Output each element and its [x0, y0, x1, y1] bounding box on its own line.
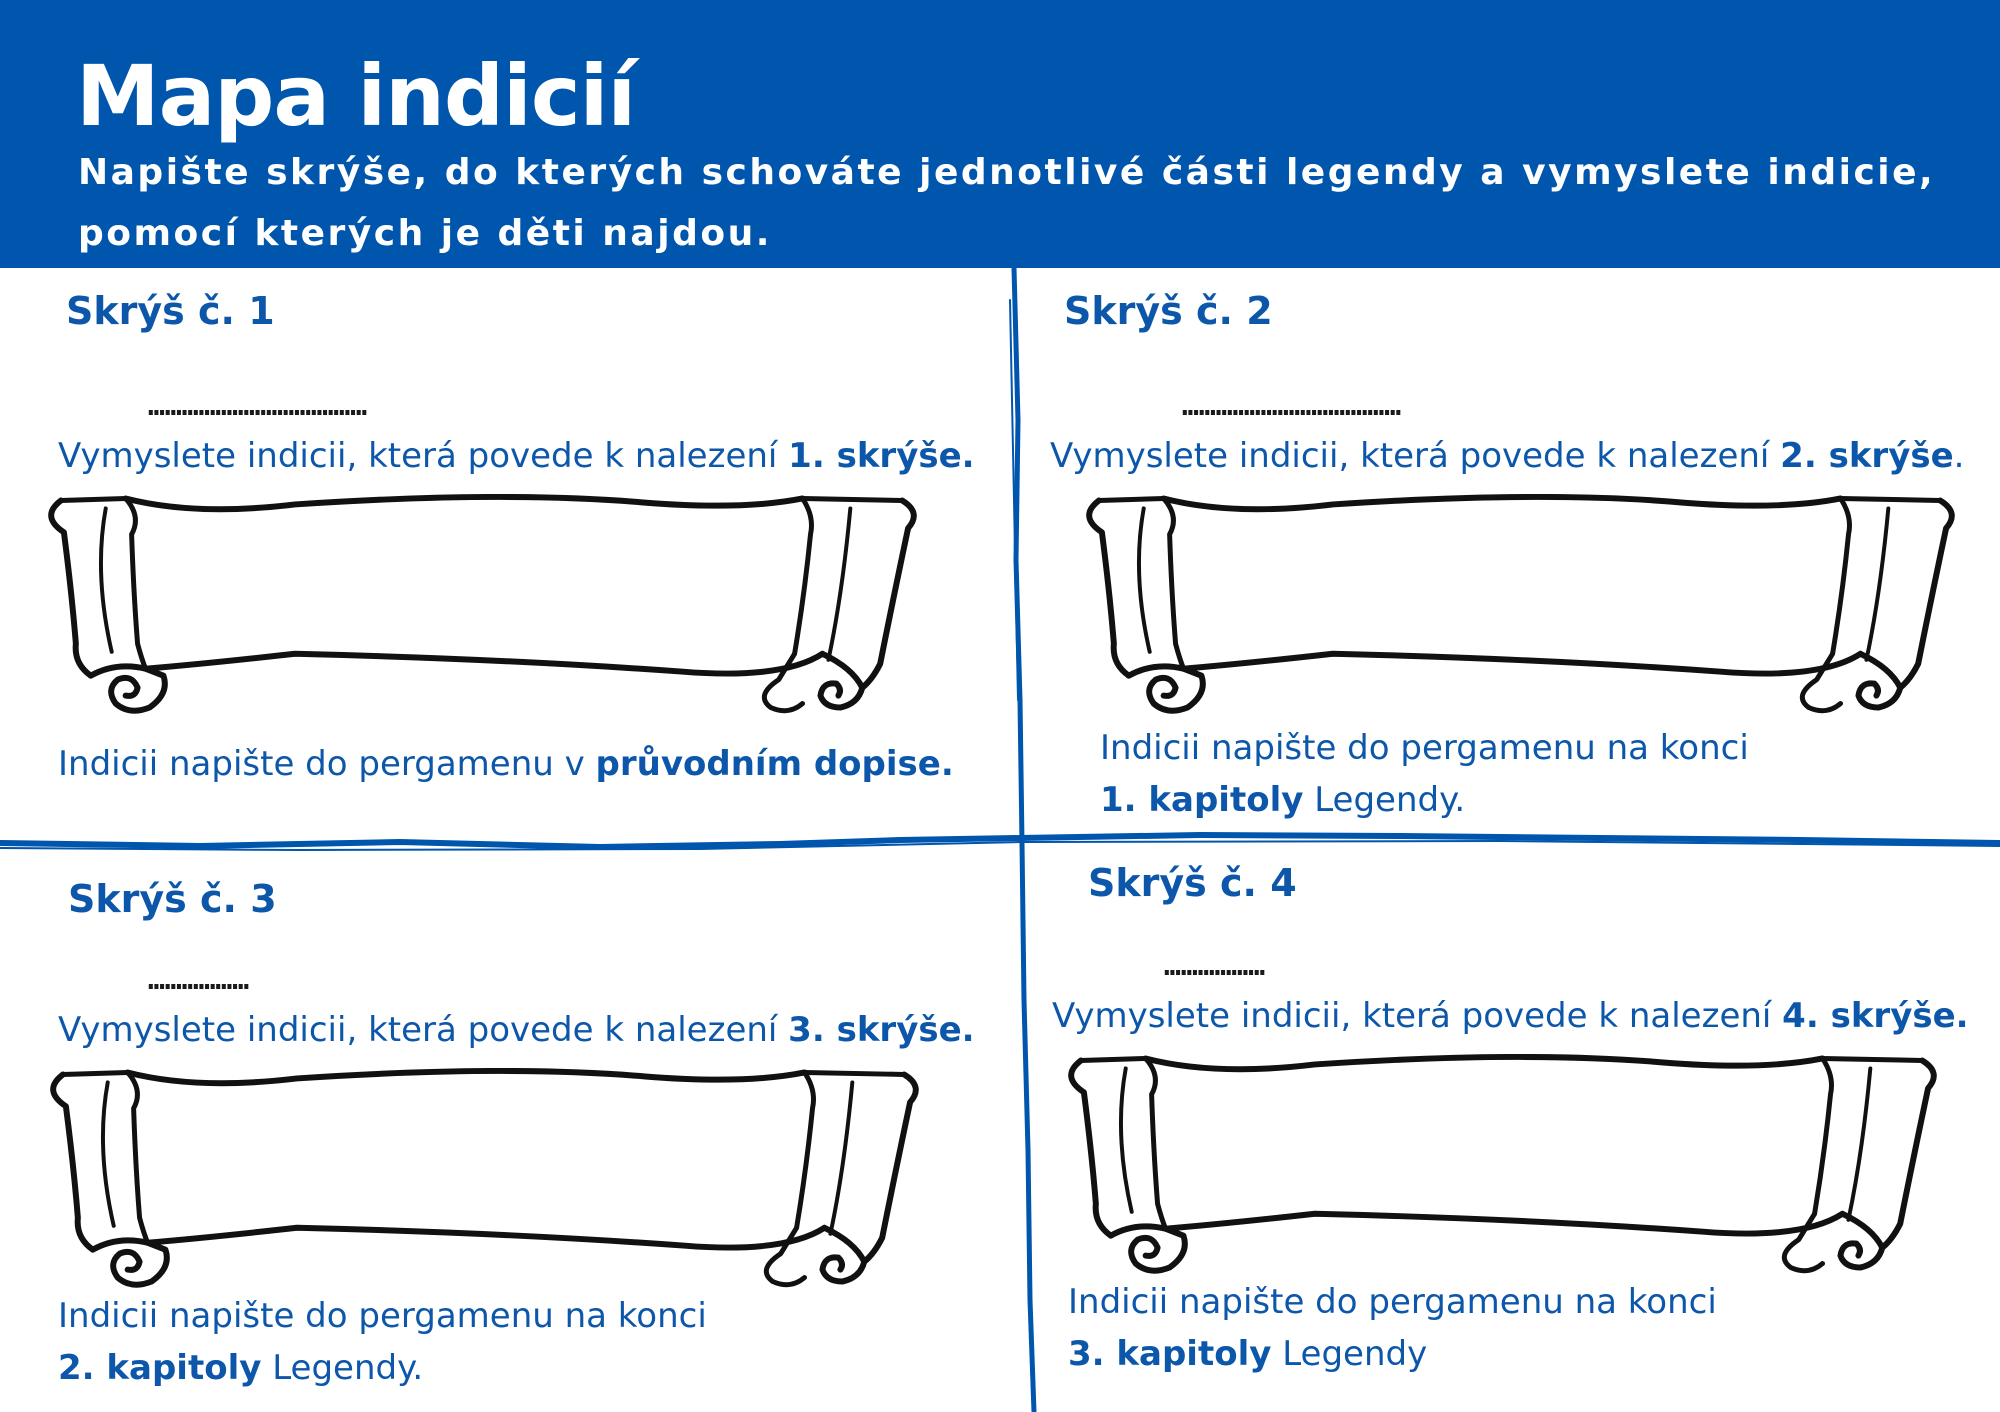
- placement-note-line: Indicii napište do pergamenu na konci: [1068, 1282, 1717, 1322]
- hideout-heading: Skrýš č. 1: [66, 289, 275, 333]
- hideout-name-blank[interactable]: ………………: [148, 970, 250, 990]
- placement-note-line: Indicii napište do pergamenu v průvodním dopise.: [58, 744, 954, 784]
- placement-note-line: 2. kapitoly Legendy.: [58, 1348, 424, 1388]
- parchment-scroll-icon[interactable]: [1066, 1054, 1942, 1274]
- placement-note-line: Indicii napište do pergamenu na konci: [58, 1296, 707, 1336]
- clue-prompt: Vymyslete indicii, která povede k nalezení 4. skrýše.: [1052, 996, 1969, 1036]
- hideout-heading: Skrýš č. 3: [68, 877, 277, 921]
- parchment-scroll-icon[interactable]: [1084, 494, 1960, 714]
- page-subtitle: Napište skrýše, do kterých schováte jednotlivé části legendy a vymyslete indicie, pomocí kterých je děti najdou.: [78, 152, 1936, 254]
- page-title: Mapa indicií: [76, 47, 636, 145]
- parchment-scroll-icon[interactable]: [48, 1068, 924, 1288]
- placement-note-line: 3. kapitoly Legendy: [1068, 1334, 1428, 1374]
- hideout-name-blank[interactable]: …………………………………: [1182, 396, 1402, 416]
- parchment-scroll-icon[interactable]: [46, 494, 922, 714]
- clue-prompt: Vymyslete indicii, která povede k nalezení 3. skrýše.: [58, 1010, 975, 1050]
- placement-note-line: 1. kapitoly Legendy.: [1100, 780, 1466, 820]
- hideout-heading: Skrýš č. 2: [1064, 289, 1273, 333]
- clue-prompt: Vymyslete indicii, která povede k nalezení 2. skrýše.: [1050, 436, 1965, 476]
- hideout-name-blank[interactable]: ………………: [1164, 956, 1266, 976]
- hideout-heading: Skrýš č. 4: [1088, 861, 1297, 905]
- hideout-name-blank[interactable]: …………………………………: [148, 396, 368, 416]
- clue-prompt: Vymyslete indicii, která povede k nalezení 1. skrýše.: [58, 436, 975, 476]
- placement-note-line: Indicii napište do pergamenu na konci: [1100, 728, 1749, 768]
